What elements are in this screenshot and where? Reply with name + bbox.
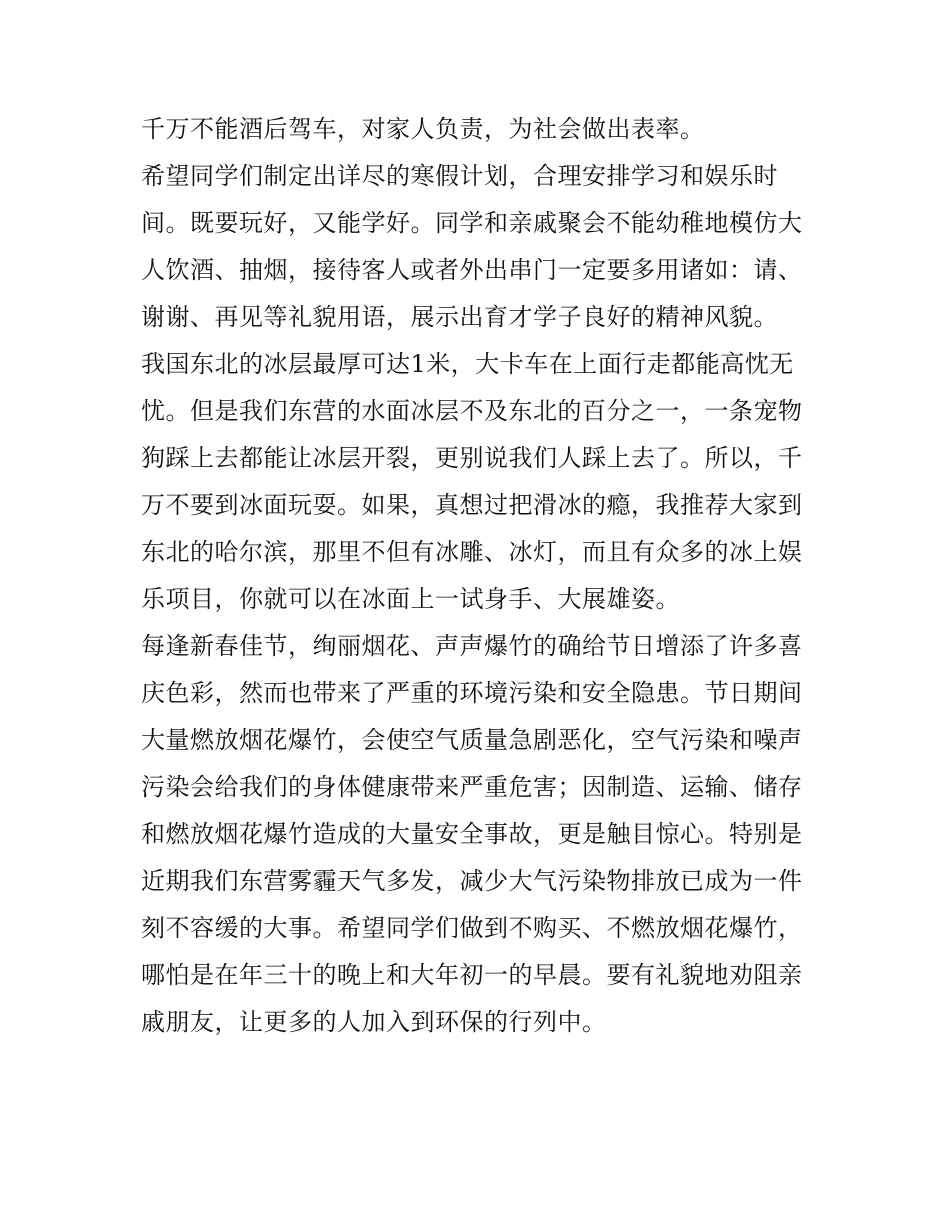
text-line: 忧。但是我们东营的水面冰层不及东北的百分之一，一条宠物 — [141, 397, 803, 425]
text-line: 千万不能酒后驾车，对家人负责，为社会做出表率。 — [141, 115, 705, 143]
text-line: 污染会给我们的身体健康带来严重危害；因制造、运输、储存 — [141, 773, 803, 801]
text-line: 希望同学们制定出详尽的寒假计划，合理安排学习和娱乐时 — [141, 162, 778, 190]
text-line: 哪怕是在年三十的晚上和大年初一的早晨。要有礼貌地劝阻亲 — [141, 961, 803, 989]
text-line: 人饮酒、抽烟，接待客人或者外出串门一定要多用诸如：请、 — [141, 256, 803, 284]
text-line: 戚朋友，让更多的人加入到环保的行列中。 — [141, 1008, 607, 1036]
text-line: 和燃放烟花爆竹造成的大量安全事故，更是触目惊心。特别是 — [141, 820, 803, 848]
document-body — [141, 106, 816, 1046]
text-line: 间。既要玩好，又能学好。同学和亲戚聚会不能幼稚地模仿大 — [141, 209, 803, 237]
text-line: 我国东北的冰层最厚可达1米，大卡车在上面行走都能高忱无 — [141, 350, 794, 378]
text-line: 刻不容缓的大事。希望同学们做到不购买、不燃放烟花爆竹， — [141, 914, 803, 942]
text-line: 大量燃放烟花爆竹，会使空气质量急剧恶化，空气污染和噪声 — [141, 726, 803, 754]
text-line: 万不要到冰面玩耍。如果，真想过把滑冰的瘾，我推荐大家到 — [141, 491, 803, 519]
text-line: 狗踩上去都能让冰层开裂，更别说我们人踩上去了。所以，千 — [141, 444, 803, 472]
text-line: 乐项目，你就可以在冰面上一试身手、大展雄姿。 — [141, 585, 680, 613]
text-line: 东北的哈尔滨，那里不但有冰雕、冰灯，而且有众多的冰上娱 — [141, 538, 803, 566]
text-line: 谢谢、再见等礼貌用语，展示出育才学子良好的精神风貌。 — [141, 303, 778, 331]
text-line: 每逢新春佳节，绚丽烟花、声声爆竹的确给节日增添了许多喜 — [141, 632, 803, 660]
text-line: 近期我们东营雾霾天气多发，减少大气污染物排放已成为一件 — [141, 867, 803, 895]
text-line: 庆色彩，然而也带来了严重的环境污染和安全隐患。节日期间 — [141, 679, 803, 707]
